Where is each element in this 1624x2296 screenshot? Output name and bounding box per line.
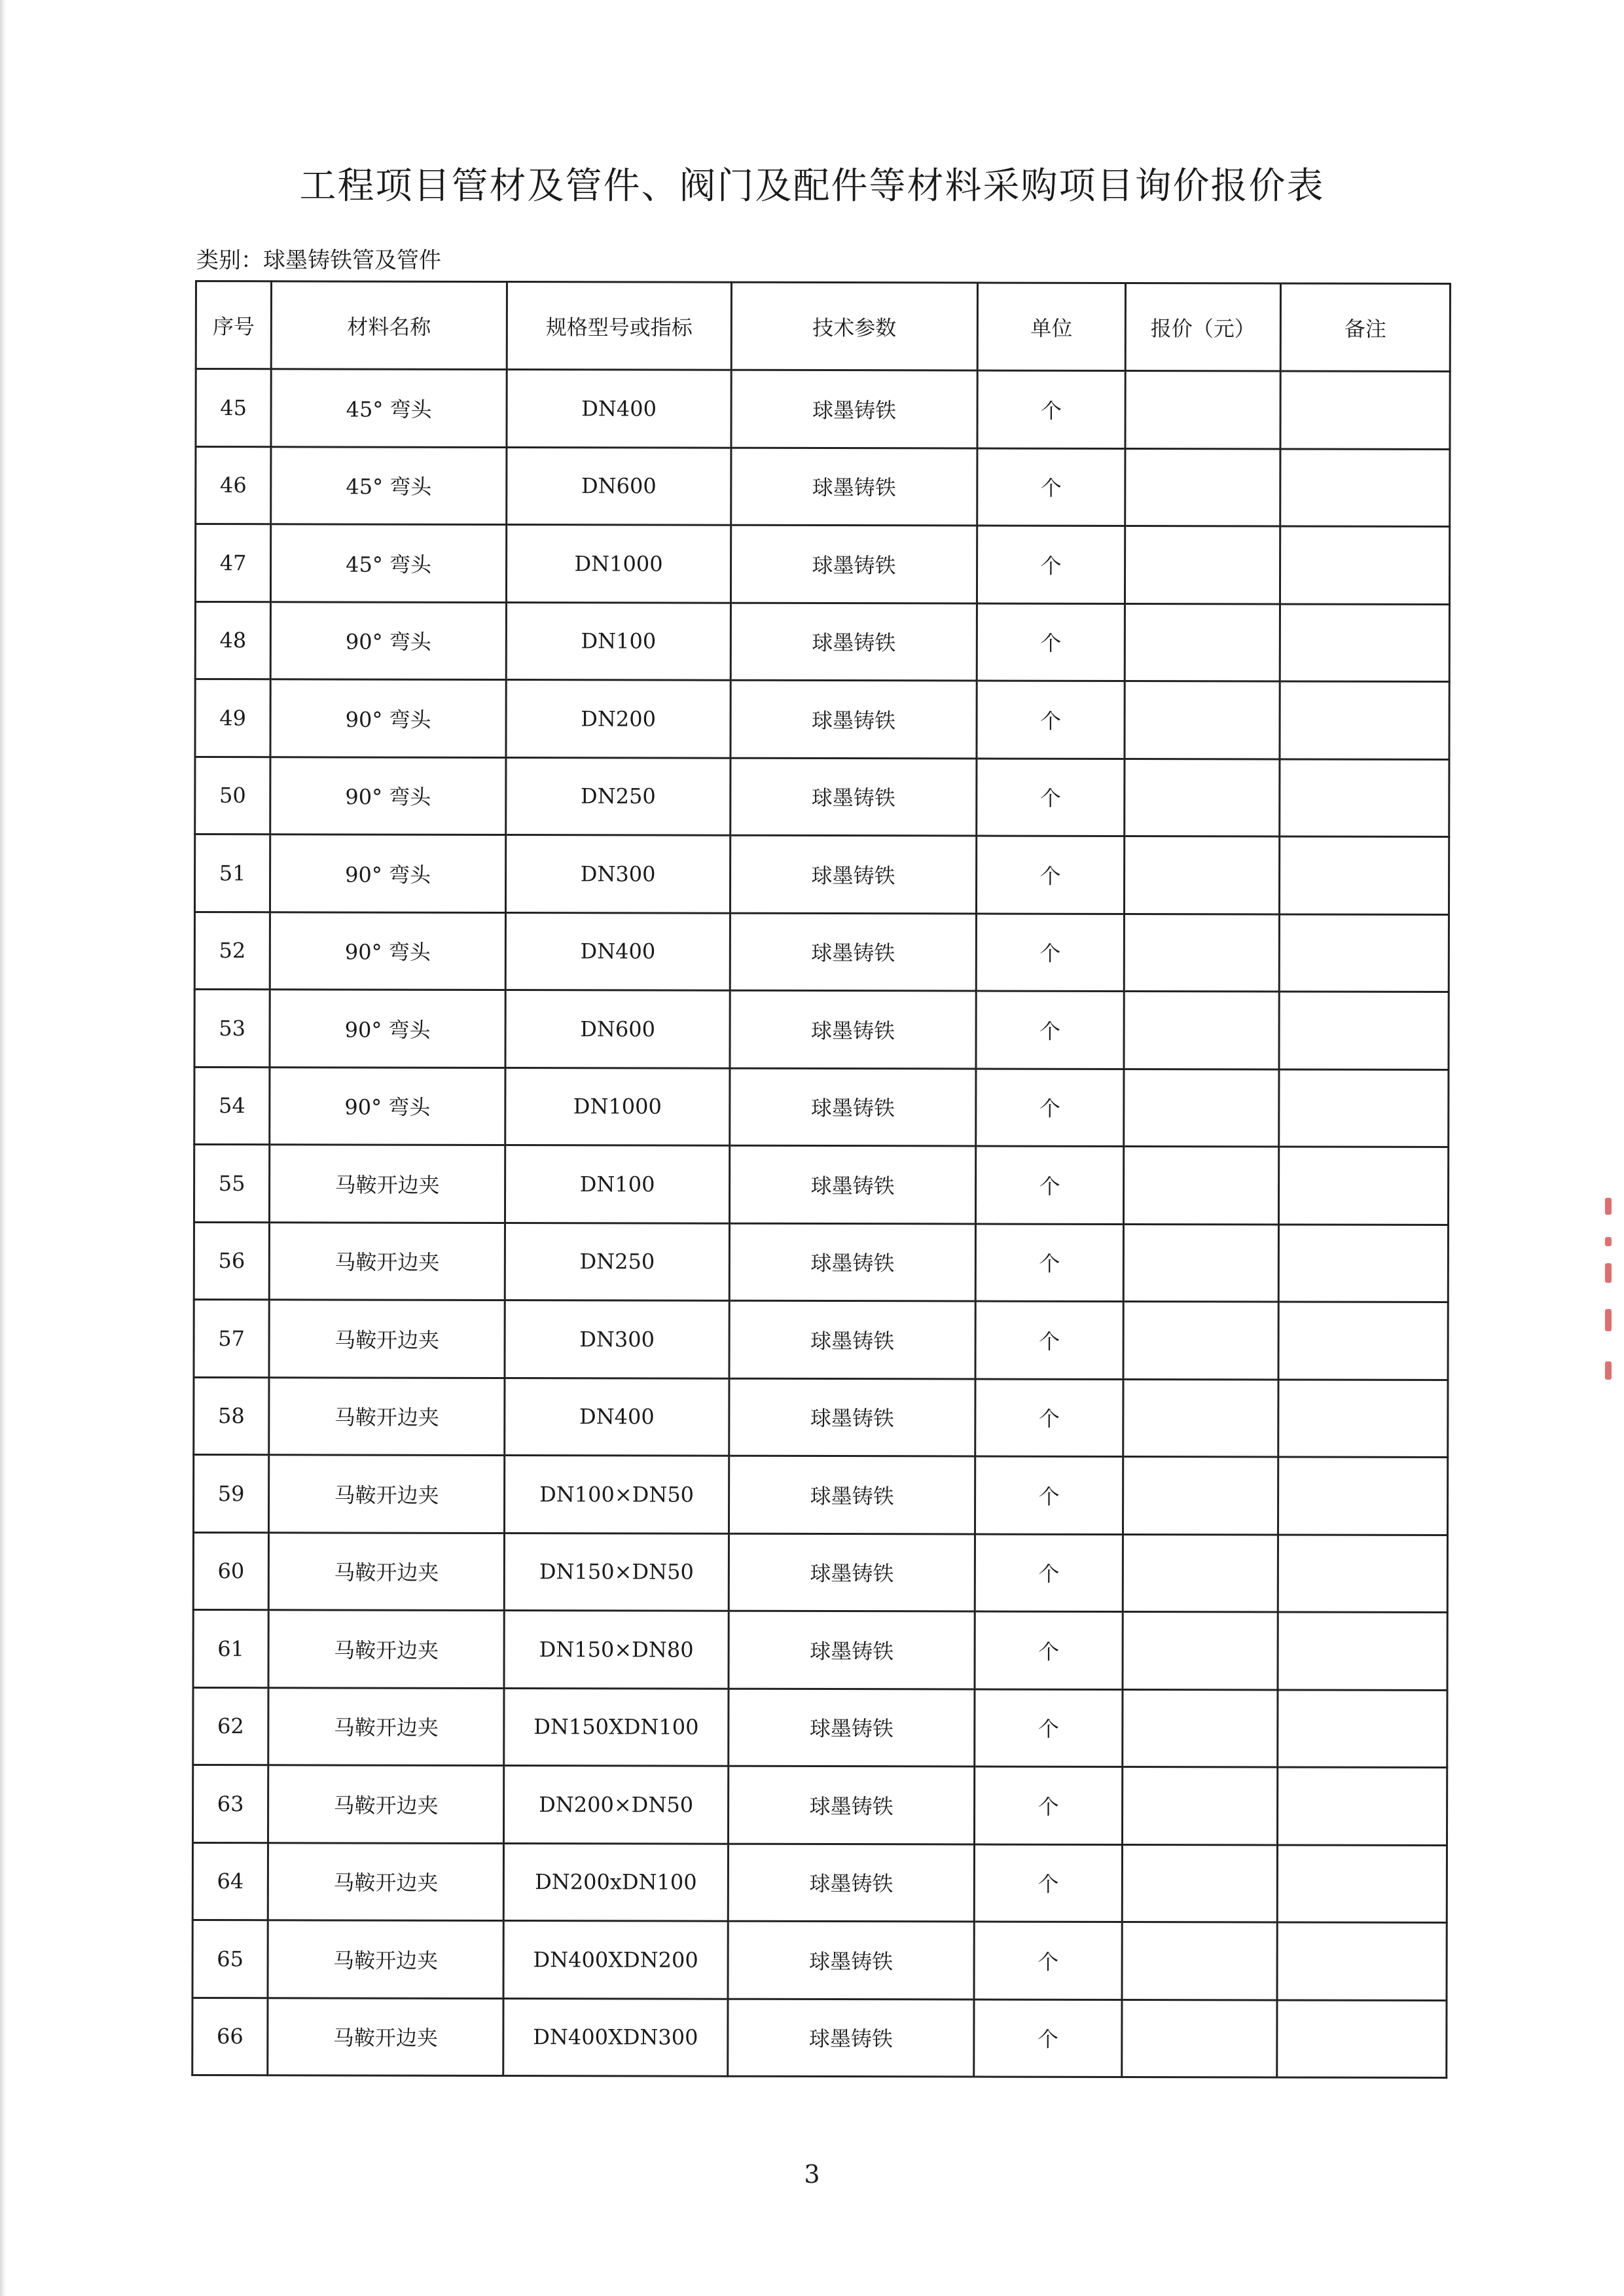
cell-tech-params: 球墨铸铁 [728, 1999, 974, 2077]
cell-price[interactable] [1125, 681, 1280, 759]
cell-material-name: 90° 弯头 [270, 679, 506, 757]
cell-unit: 个 [975, 1611, 1123, 1689]
cell-unit: 个 [975, 1379, 1123, 1457]
cell-spec: DN150XDN100 [504, 1688, 729, 1766]
cell-material-name: 马鞍开边夹 [268, 1765, 504, 1843]
cell-unit: 个 [975, 1689, 1123, 1767]
cell-price[interactable] [1123, 1146, 1278, 1224]
table-row [196, 369, 1450, 450]
cell-spec: DN150×DN50 [504, 1533, 729, 1611]
cell-note[interactable] [1280, 448, 1450, 526]
cell-tech-params: 球墨铸铁 [729, 1611, 975, 1689]
cell-spec: DN1000 [505, 1067, 730, 1145]
category-label: 类别：球墨铸铁管及管件 [196, 247, 441, 274]
cell-tech-params: 球墨铸铁 [729, 1378, 975, 1456]
cell-price[interactable] [1122, 1767, 1277, 1844]
cell-unit: 个 [975, 1146, 1123, 1224]
table-row [196, 446, 1450, 527]
header-seq: 序号 [196, 281, 271, 369]
cell-seq: 54 [194, 1067, 270, 1145]
cell-unit: 个 [976, 991, 1124, 1069]
cell-price[interactable] [1123, 1456, 1278, 1534]
table-row [194, 990, 1449, 1070]
cell-seq: 66 [192, 1998, 268, 2075]
cell-note[interactable] [1277, 2000, 1447, 2077]
table-row [195, 679, 1449, 760]
cell-tech-params: 球墨铸铁 [731, 758, 977, 836]
cell-material-name: 45° 弯头 [271, 369, 507, 447]
cell-unit: 个 [977, 370, 1125, 448]
scan-edge-shadow [0, 0, 7, 2296]
quote-table [191, 280, 1451, 2079]
cell-unit: 个 [974, 1999, 1122, 2077]
cell-material-name: 马鞍开边夹 [268, 1920, 503, 1998]
cell-note[interactable] [1280, 371, 1450, 449]
cell-note[interactable] [1278, 1224, 1448, 1302]
cell-material-name: 45° 弯头 [271, 446, 507, 524]
cell-seq: 61 [193, 1609, 268, 1687]
cell-spec: DN300 [505, 834, 730, 912]
cell-tech-params: 球墨铸铁 [729, 1145, 975, 1223]
cell-seq: 62 [193, 1687, 268, 1765]
cell-note[interactable] [1278, 1612, 1447, 1690]
cell-tech-params: 球墨铸铁 [729, 1300, 975, 1378]
table-row [192, 1842, 1447, 1923]
cell-tech-params: 球墨铸铁 [731, 603, 977, 681]
document-title: 工程项目管材及管件、阀门及配件等材料采购项目询价报价表 [299, 165, 1325, 207]
table-row [192, 1998, 1447, 2078]
cell-seq: 60 [193, 1532, 268, 1610]
table-row [193, 1765, 1447, 1845]
cell-material-name: 马鞍开边夹 [268, 1610, 504, 1688]
cell-spec: DN200 [506, 679, 731, 757]
header-note: 备注 [1280, 283, 1450, 372]
cell-price[interactable] [1123, 1224, 1278, 1302]
cell-material-name: 90° 弯头 [270, 990, 505, 1067]
cell-tech-params: 球墨铸铁 [729, 1534, 975, 1611]
table-body [192, 369, 1450, 2078]
cell-tech-params: 球墨铸铁 [729, 1689, 975, 1767]
cell-tech-params: 球墨铸铁 [730, 835, 976, 913]
cell-spec: DN600 [505, 990, 730, 1067]
cell-unit: 个 [977, 759, 1125, 836]
cell-seq: 63 [193, 1765, 268, 1842]
cell-note[interactable] [1278, 1689, 1447, 1767]
cell-seq: 57 [194, 1299, 269, 1377]
cell-seq: 45 [196, 369, 271, 447]
cell-unit: 个 [977, 681, 1125, 759]
table-row [194, 1377, 1448, 1458]
cell-tech-params: 球墨铸铁 [730, 990, 976, 1068]
page-number: 3 [804, 2160, 820, 2189]
table-row [193, 1609, 1447, 1690]
cell-spec: DN400XDN300 [503, 1998, 728, 2076]
table-row [194, 1222, 1448, 1302]
header-unit: 单位 [977, 283, 1125, 370]
cell-spec: DN400 [505, 1378, 729, 1456]
cell-spec: DN600 [507, 447, 731, 525]
cell-tech-params: 球墨铸铁 [731, 448, 977, 526]
cell-material-name: 90° 弯头 [270, 757, 506, 834]
table-row [193, 1687, 1447, 1768]
cell-price[interactable] [1125, 603, 1280, 681]
cell-note[interactable] [1280, 681, 1449, 759]
cell-note[interactable] [1277, 1844, 1447, 1922]
cell-tech-params: 球墨铸铁 [730, 913, 976, 991]
cell-seq: 56 [194, 1222, 269, 1300]
cell-price[interactable] [1125, 526, 1280, 603]
cell-unit: 个 [976, 1069, 1124, 1147]
cell-tech-params: 球墨铸铁 [729, 1223, 975, 1301]
cell-spec: DN400 [505, 912, 730, 990]
cell-price[interactable] [1123, 1379, 1278, 1457]
cell-spec: DN200×DN50 [503, 1765, 728, 1843]
cell-tech-params: 球墨铸铁 [731, 370, 977, 448]
cell-spec: DN100 [506, 602, 731, 680]
table-row [195, 524, 1449, 605]
cell-spec: DN250 [505, 1223, 729, 1300]
cell-tech-params: 球墨铸铁 [731, 680, 977, 758]
cell-seq: 55 [194, 1145, 269, 1223]
cell-seq: 64 [192, 1842, 268, 1920]
cell-unit: 个 [976, 836, 1124, 914]
header-tech-params: 技术参数 [731, 282, 977, 370]
cell-note[interactable] [1280, 603, 1449, 681]
cell-seq: 59 [193, 1454, 268, 1532]
table-row [195, 601, 1449, 682]
cell-seq: 47 [195, 524, 270, 602]
cell-material-name: 90° 弯头 [270, 601, 506, 679]
cell-price[interactable] [1124, 914, 1279, 992]
cell-unit: 个 [975, 1534, 1123, 1611]
table-row [195, 757, 1449, 837]
cell-spec: DN1000 [506, 524, 731, 602]
cell-material-name: 90° 弯头 [270, 1067, 505, 1145]
cell-price[interactable] [1123, 1534, 1278, 1612]
cell-seq: 46 [196, 446, 271, 524]
cell-seq: 58 [194, 1377, 269, 1455]
header-price: 报价（元） [1125, 283, 1280, 370]
cell-seq: 51 [194, 834, 270, 912]
cell-material-name: 马鞍开边夹 [269, 1222, 505, 1300]
cell-note[interactable] [1280, 759, 1449, 836]
cell-note[interactable] [1279, 914, 1449, 992]
table-header-row [196, 281, 1450, 372]
cell-note[interactable] [1277, 1922, 1447, 2000]
table-row [194, 1299, 1448, 1380]
table-row [194, 834, 1449, 915]
cell-unit: 个 [974, 1922, 1122, 2000]
table-row [194, 1145, 1448, 1225]
cell-price[interactable] [1124, 836, 1279, 914]
header-spec: 规格型号或指标 [507, 281, 731, 370]
cell-price[interactable] [1125, 759, 1280, 836]
cell-spec: DN100 [505, 1145, 729, 1223]
cell-unit: 个 [977, 603, 1125, 681]
cell-tech-params: 球墨铸铁 [728, 1766, 974, 1844]
cell-note[interactable] [1277, 1767, 1447, 1845]
cell-note[interactable] [1279, 992, 1449, 1069]
cell-spec: DN200xDN100 [503, 1843, 728, 1921]
cell-price[interactable] [1123, 1611, 1278, 1689]
cell-price[interactable] [1123, 1689, 1278, 1767]
cell-note[interactable] [1278, 1534, 1447, 1612]
cell-seq: 52 [194, 912, 270, 990]
cell-unit: 个 [977, 526, 1125, 603]
cell-material-name: 45° 弯头 [270, 524, 506, 602]
cell-seq: 53 [194, 990, 270, 1067]
cell-seq: 50 [195, 757, 270, 834]
cell-unit: 个 [977, 448, 1125, 526]
cell-spec: DN100×DN50 [504, 1455, 729, 1533]
cell-unit: 个 [976, 914, 1124, 992]
cell-tech-params: 球墨铸铁 [731, 525, 977, 603]
cell-price[interactable] [1124, 1069, 1279, 1147]
cell-material-name: 90° 弯头 [270, 834, 505, 912]
cell-material-name: 马鞍开边夹 [268, 1532, 504, 1610]
cell-material-name: 马鞍开边夹 [268, 1842, 503, 1920]
table-row [192, 1920, 1447, 2000]
cell-material-name: 90° 弯头 [270, 912, 505, 990]
cell-material-name: 马鞍开边夹 [269, 1145, 505, 1223]
cell-price[interactable] [1125, 370, 1280, 448]
cell-price[interactable] [1122, 1922, 1277, 2000]
cell-price[interactable] [1123, 1301, 1278, 1379]
cell-note[interactable] [1280, 526, 1449, 604]
cell-unit: 个 [975, 1224, 1123, 1302]
cell-spec: DN400XDN200 [503, 1920, 728, 1998]
cell-price[interactable] [1122, 2000, 1277, 2077]
cell-price[interactable] [1124, 991, 1279, 1069]
cell-note[interactable] [1278, 1379, 1448, 1457]
cell-seq: 48 [195, 601, 270, 679]
cell-tech-params: 球墨铸铁 [728, 1921, 974, 1999]
cell-note[interactable] [1279, 1069, 1449, 1147]
cell-material-name: 马鞍开边夹 [268, 1455, 504, 1533]
cell-tech-params: 球墨铸铁 [729, 1456, 975, 1534]
header-material-name: 材料名称 [271, 281, 507, 370]
cell-tech-params: 球墨铸铁 [728, 1844, 974, 1922]
table-row [194, 1067, 1449, 1147]
cell-price[interactable] [1125, 448, 1280, 526]
cell-unit: 个 [974, 1767, 1122, 1844]
cell-spec: DN300 [505, 1300, 729, 1378]
cell-note[interactable] [1279, 836, 1449, 914]
cell-unit: 个 [975, 1456, 1123, 1534]
red-seal-fragment [1602, 1198, 1614, 1394]
cell-seq: 65 [192, 1920, 268, 1998]
cell-note[interactable] [1278, 1302, 1448, 1380]
cell-price[interactable] [1122, 1844, 1277, 1922]
cell-material-name: 马鞍开边夹 [268, 1998, 503, 2075]
cell-material-name: 马鞍开边夹 [269, 1300, 505, 1378]
table-row [194, 912, 1449, 992]
cell-spec: DN400 [507, 369, 731, 447]
cell-unit: 个 [974, 1844, 1122, 1922]
cell-spec: DN250 [506, 757, 731, 835]
cell-spec: DN150×DN80 [504, 1610, 729, 1688]
cell-material-name: 马鞍开边夹 [268, 1687, 504, 1765]
cell-material-name: 马鞍开边夹 [269, 1377, 505, 1455]
table-row [193, 1454, 1447, 1535]
cell-seq: 49 [195, 679, 270, 757]
cell-note[interactable] [1278, 1457, 1447, 1535]
cell-note[interactable] [1278, 1147, 1448, 1225]
table-row [193, 1532, 1447, 1613]
cell-tech-params: 球墨铸铁 [730, 1068, 976, 1146]
cell-unit: 个 [975, 1301, 1123, 1379]
